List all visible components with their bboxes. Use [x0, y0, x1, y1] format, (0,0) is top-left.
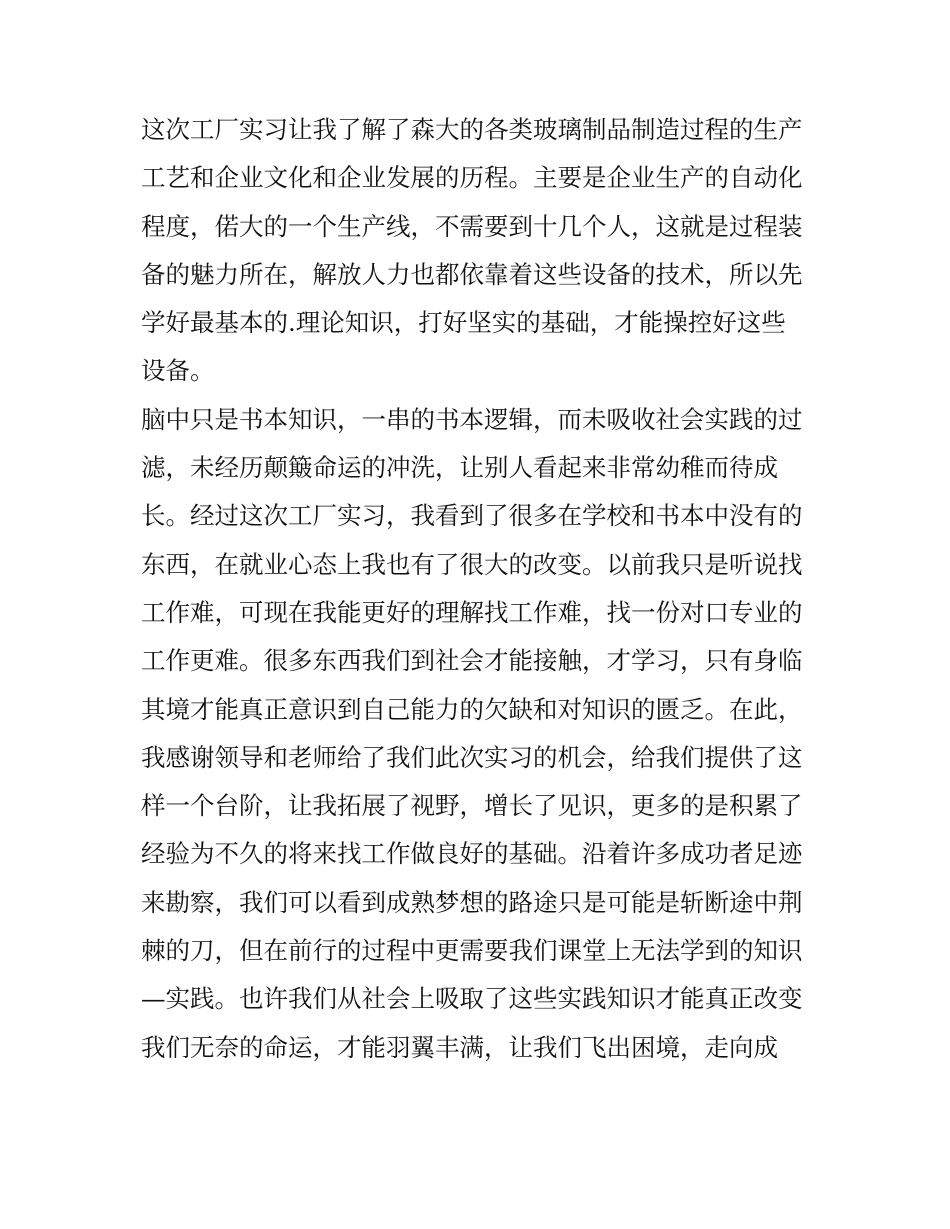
- body-text: [141, 106, 831, 1072]
- text-line: —实践。也许我们从社会上吸取了这些实践知识才能真正改变: [141, 984, 803, 1014]
- text-line: 经验为不久的将来找工作做良好的基础。沿着许多成功者足迹: [141, 839, 803, 869]
- text-line: 这次工厂实习让我了解了森大的各类玻璃制品制造过程的生产: [141, 115, 803, 144]
- text-line: 工作更难。很多东西我们到社会才能接触，才学习，只有身临: [141, 646, 803, 676]
- text-line: 工作难，可现在我能更好的理解找工作难，找一份对口专业的: [141, 597, 803, 627]
- text-line: 学好最基本的.理论知识，打好坚实的基础，才能操控好这些: [141, 308, 786, 338]
- text-line: 棘的刀，但在前行的过程中更需要我们课堂上无法学到的知识: [141, 936, 803, 966]
- text-line: 我们无奈的命运，才能羽翼丰满，让我们飞出困境，走向成: [141, 1032, 778, 1062]
- text-line: 备的魅力所在，解放人力也都依靠着这些设备的技术，所以先: [141, 259, 803, 289]
- text-line: 设备。: [141, 356, 215, 386]
- text-line: 我感谢领导和老师给了我们此次实习的机会，给我们提供了这: [141, 742, 803, 772]
- text-line: 样一个台阶，让我拓展了视野，增长了见识，更多的是积累了: [141, 791, 803, 821]
- text-line: 其境才能真正意识到自己能力的欠缺和对知识的匮乏。在此，: [141, 694, 803, 724]
- text-line: 东西，在就业心态上我也有了很大的改变。以前我只是听说找: [141, 549, 803, 579]
- text-line: 来勘察，我们可以看到成熟梦想的路途只是可能是斩断途中荆: [141, 887, 803, 917]
- text-line: 脑中只是书本知识，一串的书本逻辑，而未吸收社会实践的过: [141, 404, 803, 434]
- text-line: 程度，偌大的一个生产线，不需要到十几个人，这就是过程装: [141, 211, 803, 241]
- text-line: 工艺和企业文化和企业发展的历程。主要是企业生产的自动化: [141, 163, 803, 193]
- text-line: 长。经过这次工厂实习，我看到了很多在学校和书本中没有的: [141, 501, 803, 531]
- text-line: 滤，未经历颠簸命运的冲洗，让别人看起来非常幼稚而待成: [141, 453, 778, 483]
